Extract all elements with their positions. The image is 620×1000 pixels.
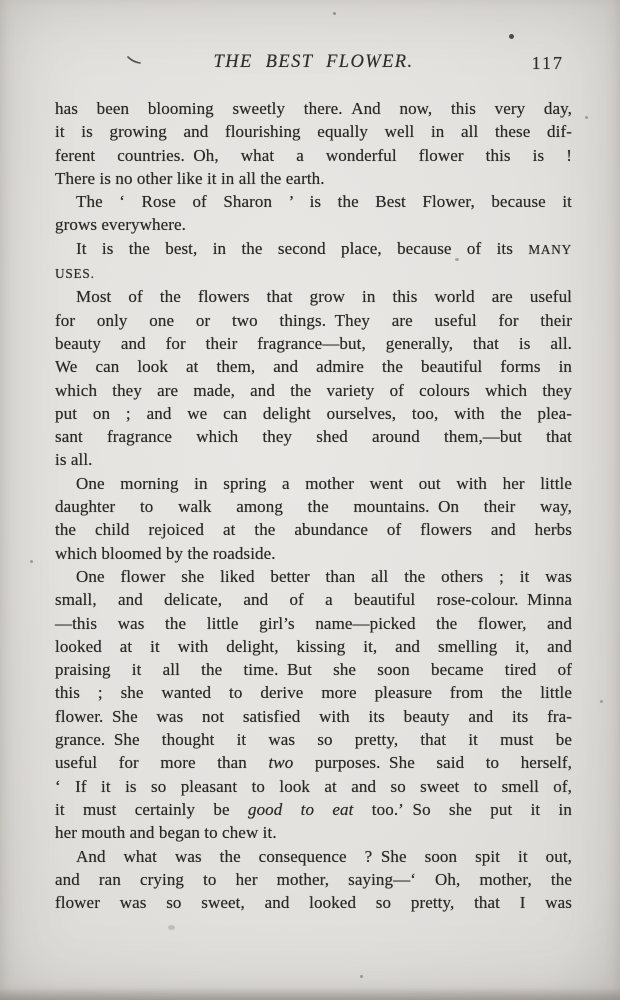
text-segment: ferent countries. Oh, what a wonderful flower this is ! [55, 145, 572, 165]
text-line [55, 261, 572, 285]
text-segment: And what was the consequence ? She soon spit it out, [76, 846, 572, 866]
text-line [55, 565, 572, 588]
text-line [55, 821, 572, 844]
text-segment: beauty and for their fragrance—but, generally, that is all. [55, 333, 572, 353]
text-line [55, 542, 572, 565]
text-line [55, 845, 572, 868]
text-segment: We can look at them, and admire the beautiful forms in [55, 357, 572, 377]
text-line [55, 402, 572, 425]
text-line [55, 448, 572, 471]
text-segment: for only one or two things. They are useful for their [55, 310, 572, 330]
text-segment: purposes. She said to herself, [293, 753, 572, 773]
text-line [55, 97, 572, 120]
text-segment: looked at it with delight, kissing it, and smelling it, and [55, 636, 572, 656]
paragraph [55, 190, 572, 237]
text-segment: two [268, 753, 294, 773]
paper-speck [360, 975, 363, 978]
text-segment: —this was the little girl’s name—picked the flower, and [55, 613, 572, 633]
text-segment: One morning in spring a mother went out with her little [76, 473, 572, 493]
page-body [55, 97, 572, 914]
text-segment: good to eat [247, 799, 354, 819]
text-segment: the child rejoiced at the abundance of flowers and herbs [55, 520, 572, 540]
text-segment: this ; she wanted to derive more pleasure from the little [55, 683, 572, 703]
text-line [55, 798, 572, 821]
text-segment: small, and delicate, and of a beautiful rose-colour. Minna [55, 590, 572, 610]
text-line [55, 379, 572, 402]
text-line [55, 518, 572, 541]
text-segment: MANY [528, 241, 572, 257]
text-segment: flower. She was not satisfied with its beauty and its fra- [55, 706, 572, 726]
text-segment: sant fragrance which they shed around them,—but that [55, 427, 572, 447]
text-line [55, 472, 572, 495]
paper-speck [600, 700, 603, 703]
text-segment: it must certainly be [55, 799, 248, 819]
text-line [55, 144, 572, 167]
paragraph [55, 97, 572, 190]
text-line [55, 728, 572, 751]
text-line [55, 751, 572, 774]
text-line [55, 237, 572, 261]
text-segment: One flower she liked better than all the others ; it was [76, 566, 572, 586]
text-line [55, 285, 572, 308]
text-segment: USES. [55, 266, 95, 282]
paper-speck [333, 12, 336, 15]
paragraph [55, 845, 572, 915]
text-segment: her mouth and began to chew it. [55, 823, 277, 843]
text-segment: which they are made, and the variety of colours which they [55, 380, 572, 400]
text-segment: too.’ So she put it in [353, 799, 572, 819]
text-line [55, 190, 572, 213]
text-segment: ‘ If it is so pleasant to look at and so sweet to smell of, [55, 776, 572, 796]
text-segment: has been blooming sweetly there. And now, this very day, [55, 99, 572, 118]
page-bottom-edge-shadow [0, 988, 620, 1000]
text-line [55, 635, 572, 658]
text-segment: grance. She thought it was so pretty, that it must be [55, 730, 572, 750]
text-line [55, 309, 572, 332]
text-line [55, 775, 572, 798]
text-segment: and ran crying to her mother, saying—‘ Oh, mother, the [55, 869, 572, 889]
paper-speck [168, 925, 175, 930]
paper-speck [585, 116, 588, 119]
text-line [55, 495, 572, 518]
paragraph [55, 472, 572, 565]
text-line [55, 425, 572, 448]
text-segment: useful for more than [55, 753, 269, 773]
paper-speck [30, 560, 33, 563]
text-line [55, 332, 572, 355]
text-segment: Most of the flowers that grow in this world are useful [76, 287, 572, 307]
text-line [55, 891, 572, 914]
text-line [55, 868, 572, 891]
page-number: 117 [531, 53, 564, 73]
page-title: THE BEST FLOWER. [213, 52, 414, 72]
text-segment: daughter to walk among the mountains. On their way, [55, 497, 572, 517]
pen-stroke-mark-icon [126, 53, 144, 65]
text-segment: which bloomed by the roadside. [55, 543, 276, 563]
paragraph [55, 237, 572, 286]
text-segment: is all. [55, 450, 93, 470]
text-line [55, 658, 572, 681]
text-segment: The ‘ Rose of Sharon ’ is the Best Flower, because it [76, 192, 572, 212]
text-segment: flower was so sweet, and looked so pretty, that I was [55, 893, 572, 913]
text-segment: There is no other like it in all the earth. [55, 168, 325, 188]
paragraph [55, 285, 572, 471]
text-line [55, 588, 572, 611]
text-line [55, 120, 572, 143]
paper-speck [509, 34, 514, 39]
paragraph [55, 565, 572, 845]
text-line [55, 167, 572, 190]
text-segment: it is growing and flourishing equally well in all these dif- [55, 122, 572, 142]
text-line [55, 681, 572, 704]
text-segment: grows everywhere. [55, 215, 187, 235]
text-line [55, 705, 572, 728]
text-segment: put on ; and we can delight ourselves, too, with the plea- [55, 403, 572, 423]
text-line [55, 213, 572, 236]
text-segment: praising it all the time. But she soon became tired of [55, 660, 572, 680]
text-line [55, 612, 572, 635]
text-line [55, 355, 572, 378]
text-segment: It is the best, in the second place, because of its [76, 238, 529, 258]
